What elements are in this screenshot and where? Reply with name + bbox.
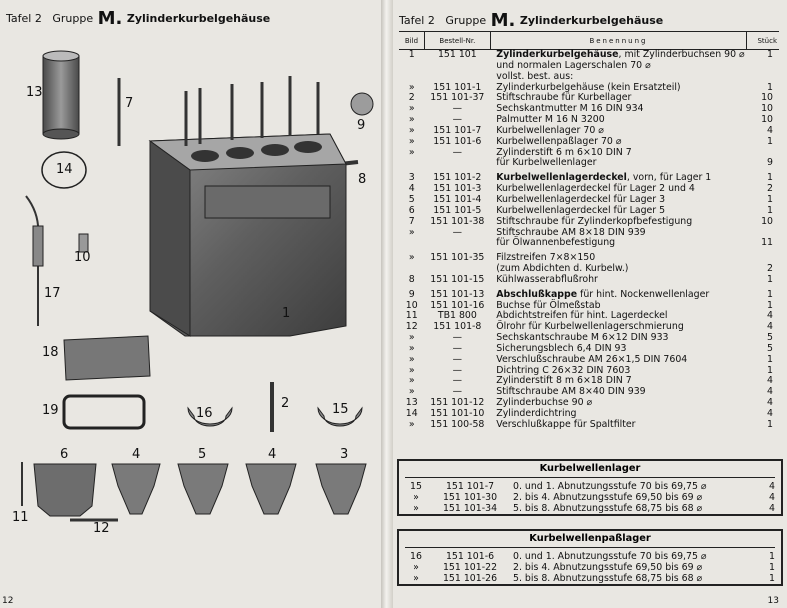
row-benennung: Stiftschraube für Kurbellager [496,92,632,104]
callout-6: 6 [60,447,69,462]
row-bild: 7 [408,215,415,227]
kurbelwellenpasslager-rows [399,552,781,584]
row-bestell-nr: 151 101-30 [442,491,498,503]
column-bild: Bild [399,32,424,50]
row-bestell-nr: 151 101-12 [430,397,485,409]
row-bestell-nr: 151 101-8 [433,321,482,333]
tafel-label: Tafel 2 [399,14,435,27]
column-bestell-nr: Bestell-Nr. [424,32,490,50]
row-bild: » [408,375,415,387]
row-benennung: Kurbelwellenlagerdeckel für Lager 3 [496,193,666,205]
row-bestell-nr: 151 101-5 [433,204,482,216]
table-row [399,249,779,264]
table-row [399,169,779,184]
callout-10: 10 [74,250,91,265]
row-bild: » [408,386,415,398]
row-bild: » [408,353,415,365]
parts-table-header [399,32,779,50]
row-stueck: 4 [769,481,775,492]
row-stueck: 4 [767,124,773,136]
row-bestell-nr: 151 101-4 [433,193,482,205]
row-bild: 15 [410,481,422,492]
row-stueck: 1 [767,418,773,430]
row-stueck: 1 [767,49,773,60]
tafel-label: Tafel 2 [6,12,42,25]
row-bild: » [408,135,415,147]
table-row [399,61,779,72]
row-stueck: 10 [761,103,773,115]
box-title: Kurbelwellenlager [405,461,775,478]
row-bild [399,72,424,83]
row-bild: » [408,226,415,238]
row-bild: » [408,418,415,430]
row-bestell-nr: 151 100-58 [430,418,485,430]
row-bestell-nr: 151 101-16 [430,299,485,311]
row-benennung: für Kurbelwellenlager [496,157,597,169]
row-bestell-nr: 151 101-13 [430,288,485,300]
callout-17: 17 [44,286,61,301]
row-bild: 5 [408,193,415,205]
box-title: Kurbelwellenpaßlager [405,531,775,548]
table-row [399,563,781,574]
row-bestell-nr: — [452,103,463,115]
callout-1: 1 [282,306,291,321]
table-row [399,158,779,169]
row-bestell-nr: 151 101-22 [442,561,498,573]
row-benennung: Kurbelwellenpaßlager 70 ⌀ [496,135,622,147]
row-stueck: 4 [769,502,775,514]
page-number-right: 13 [767,596,779,606]
row-bestell-nr: 151 101-7 [445,481,495,492]
row-stueck: 10 [761,92,773,104]
row-bild: » [408,124,415,136]
row-bestell-nr: 151 101-15 [430,273,485,285]
bearing-cap-3 [316,464,366,514]
row-benennung: vollst. best. aus: [496,70,574,82]
row-benennung: (zum Abdichten d. Kurbelw.) [496,263,629,275]
parts-table-body [399,50,779,431]
row-benennung: Verschlußkappe für Spaltfilter [496,418,636,430]
row-benennung: 5. bis 8. Abnutzungsstufe 68,75 bis 68 ⌀ [513,502,703,514]
row-benennung: Zylinderdichtring [496,408,577,419]
row-stueck [747,61,779,72]
bearing-cap-6 [34,464,96,516]
row-bild: » [408,342,415,354]
table-row [399,493,781,504]
row-stueck: 1 [767,288,773,300]
row-benennung: 0. und 1. Abnutzungsstufe 70 bis 69,75 ⌀ [513,551,707,562]
page-number-left: 12 [2,596,14,606]
row-bild: 11 [405,310,418,322]
row-stueck: 5 [767,342,773,354]
row-bestell-nr: 151 101-38 [430,215,485,227]
left-page-header [6,8,270,29]
table-row [399,355,779,366]
table-row [399,217,779,228]
row-benennung: Zylinderkurbelgehäuse, mit Zylinderbuchsen 90 ⌀ [496,49,745,60]
exploded-parts-illustration [0,36,383,606]
table-row [399,574,781,585]
row-bild: » [413,561,419,573]
page-title: Zylinderkurbelgehäuse [519,14,664,27]
row-stueck: 1 [767,353,773,365]
row-bestell-nr [424,61,490,72]
row-stueck: 4 [767,310,773,322]
row-benennung: Kurbelwellenlager 70 ⌀ [496,124,604,136]
row-bild [399,238,424,249]
row-bestell-nr [424,158,490,169]
row-bestell-nr: 151 101-6 [445,551,495,562]
table-row [399,504,781,515]
callout-18: 18 [42,345,59,360]
row-stueck: 4 [767,321,773,333]
callout-5: 5 [198,447,207,462]
row-stueck: 1 [769,551,775,562]
row-bestell-nr: 151 101-7 [433,124,482,136]
row-stueck: 4 [767,375,773,387]
row-bild: 2 [408,92,415,104]
row-bild [399,61,424,72]
row-benennung: Kurbelwellenlagerdeckel, vorn, für Lager 1 [496,172,712,184]
row-stueck: 1 [767,172,773,184]
callout-12: 12 [93,521,110,536]
row-benennung: Verschlußschraube AM 26×1,5 DIN 7604 [496,353,688,365]
row-stueck: 1 [767,364,773,376]
row-bild: 9 [408,288,415,300]
parts-table [399,31,779,431]
row-stueck: 1 [767,81,773,93]
page-title: Zylinderkurbelgehäuse [126,12,271,25]
row-bestell-nr: 151 101-1 [433,81,482,93]
cover-plate [64,336,150,380]
bearing-cap-4a [112,464,160,514]
cylinder-liner [43,51,79,139]
row-benennung: Kurbelwellenlagerdeckel für Lager 2 und 4 [496,183,695,195]
row-benennung: Sechskantmutter M 16 DIN 934 [496,103,644,115]
table-row [399,286,779,301]
callout-13: 13 [26,85,43,100]
row-benennung: 2. bis 4. Abnutzungsstufe 69,50 bis 69 ⌀ [513,561,703,573]
row-stueck: 4 [769,491,775,503]
row-bestell-nr: 151 101-35 [430,252,485,264]
row-bild: 12 [405,321,418,333]
gruppe-letter: M. [490,10,516,31]
row-bestell-nr: — [452,342,463,354]
callout-4a: 4 [132,447,141,462]
row-bestell-nr: 151 101-34 [442,502,498,514]
row-stueck [747,249,779,264]
row-bestell-nr [424,238,490,249]
right-page [393,0,787,608]
gasket [64,396,144,428]
row-bestell-nr: — [452,386,463,398]
table-row [399,137,779,148]
row-bild [399,158,424,169]
row-bild: » [408,364,415,376]
row-benennung: Kühlwasserabflußrohr [496,273,598,285]
row-bestell-nr: — [452,146,463,158]
row-benennung: Stiftschraube AM 8×18 DIN 939 [496,226,646,238]
gruppe-label: Gruppe [445,14,487,27]
row-stueck: 4 [767,386,773,398]
row-benennung: für Ölwannenbefestigung [496,237,616,249]
row-stueck [747,148,779,159]
callout-2: 2 [281,396,290,411]
row-stueck: 5 [767,332,773,344]
kurbelwellenpasslager-box [397,529,783,586]
row-benennung: Sechskantschraube M 6×12 DIN 933 [496,332,669,344]
row-benennung: Ölrohr für Kurbelwellenlagerschmierung [496,321,684,333]
callout-9: 9 [357,118,366,133]
row-bild: 3 [408,172,415,184]
camshaft-end-cap [351,93,373,115]
row-bild: » [408,81,415,93]
row-bild: » [413,572,419,584]
row-benennung: Sicherungsblech 6,4 DIN 93 [496,342,627,354]
row-benennung: Zylinderkurbelgehäuse (kein Ersatzteil) [496,81,681,93]
table-row [399,275,779,286]
bearing-cap-4b [246,464,296,514]
row-bild: » [408,114,415,126]
table-row [399,72,779,83]
row-stueck: 11 [761,237,773,249]
row-bild: » [413,491,419,503]
row-bestell-nr: — [452,114,463,126]
row-bestell-nr: — [452,364,463,376]
row-benennung: Zylinderstift 6 m 6×10 DIN 7 [496,146,632,158]
row-stueck: 1 [767,193,773,205]
row-bild: 4 [408,183,415,195]
row-bild: 10 [405,299,418,311]
row-bild: » [413,502,419,514]
gruppe-label: Gruppe [52,12,94,25]
row-stueck: 2 [767,183,773,195]
callout-4b: 4 [268,447,277,462]
callout-15: 15 [332,402,349,417]
row-stueck: 10 [761,215,773,227]
row-bestell-nr: 151 101-37 [430,92,485,104]
column-benennung: Benennung [490,32,746,50]
column-stueck: Stück [747,32,779,50]
row-benennung: und normalen Lagerschalen 70 ⌀ [496,59,651,71]
gruppe-letter: M. [97,8,123,29]
callout-11: 11 [12,510,29,525]
row-bestell-nr: 151 101-2 [433,172,482,184]
row-benennung: Filzstreifen 7×8×150 [496,252,596,264]
row-benennung: 2. bis 4. Abnutzungsstufe 69,50 bis 69 ⌀ [513,491,703,503]
row-stueck: 1 [767,273,773,285]
row-bild: 1 [408,49,415,60]
kurbelwellenlager-rows [399,482,781,514]
row-benennung: Palmutter M 16 N 3200 [496,114,605,126]
callout-7: 7 [125,96,134,111]
table-row [399,238,779,249]
row-benennung: Stiftschraube für Zylinderkopfbefestigung [496,215,693,227]
row-benennung: Abschlußkappe für hint. Nockenwellenlager [496,288,710,300]
callout-14: 14 [56,162,73,177]
row-benennung: Dichtring C 26×32 DIN 7603 [496,364,631,376]
callout-16: 16 [196,406,213,421]
callout-3: 3 [340,447,349,462]
bearing-cap-5 [178,464,228,514]
row-bild: 8 [408,273,415,285]
crankcase-block [150,76,346,336]
row-bestell-nr: 151 101 [437,49,477,60]
row-bestell-nr: TB1 800 [437,310,477,322]
row-bestell-nr [424,72,490,83]
row-bestell-nr: 151 101-10 [430,408,485,419]
row-benennung: Zylinderbuchse 90 ⌀ [496,397,593,409]
row-benennung: Stiftschraube AM 8×40 DIN 939 [496,386,646,398]
row-bild: » [408,332,415,344]
left-page [0,0,383,608]
row-bild: » [408,146,415,158]
row-stueck: 1 [767,299,773,311]
dipstick-spring [33,226,43,266]
row-benennung: Buchse für Ölmeßstab [496,299,601,311]
row-bestell-nr: — [452,332,463,344]
row-stueck [747,72,779,83]
row-bestell-nr: — [452,353,463,365]
row-stueck: 1 [769,572,775,584]
row-benennung: 5. bis 8. Abnutzungsstufe 68,75 bis 68 ⌀ [513,572,703,584]
row-stueck: 2 [767,263,773,275]
callout-19: 19 [42,403,59,418]
row-bestell-nr: 151 101-3 [433,183,482,195]
kurbelwellenlager-box [397,459,783,516]
row-bild: 16 [410,551,422,562]
row-stueck: 1 [767,135,773,147]
row-bild: » [408,252,415,264]
row-bestell-nr: 151 101-26 [442,572,498,584]
right-page-header [399,10,663,31]
table-row [399,420,779,431]
row-benennung: Kurbelwellenlagerdeckel für Lager 5 [496,204,666,216]
row-bild: 14 [405,408,418,419]
row-bild: » [408,103,415,115]
row-bestell-nr: — [452,375,463,387]
row-stueck: 4 [767,408,773,419]
row-stueck: 1 [769,561,775,573]
row-benennung: Abdichtstreifen für hint. Lagerdeckel [496,310,668,322]
row-bestell-nr: — [452,226,463,238]
row-stueck: 4 [767,397,773,409]
row-stueck: 1 [767,204,773,216]
row-bild: 13 [405,397,418,409]
row-bestell-nr: 151 101-6 [433,135,482,147]
row-benennung: 0. und 1. Abnutzungsstufe 70 bis 69,75 ⌀ [513,481,707,492]
row-benennung: Zylinderstift 8 m 6×18 DIN 7 [496,375,632,387]
callout-8: 8 [358,172,367,187]
row-stueck: 9 [767,157,773,169]
row-stueck: 10 [761,114,773,126]
row-bild: 6 [408,204,415,216]
